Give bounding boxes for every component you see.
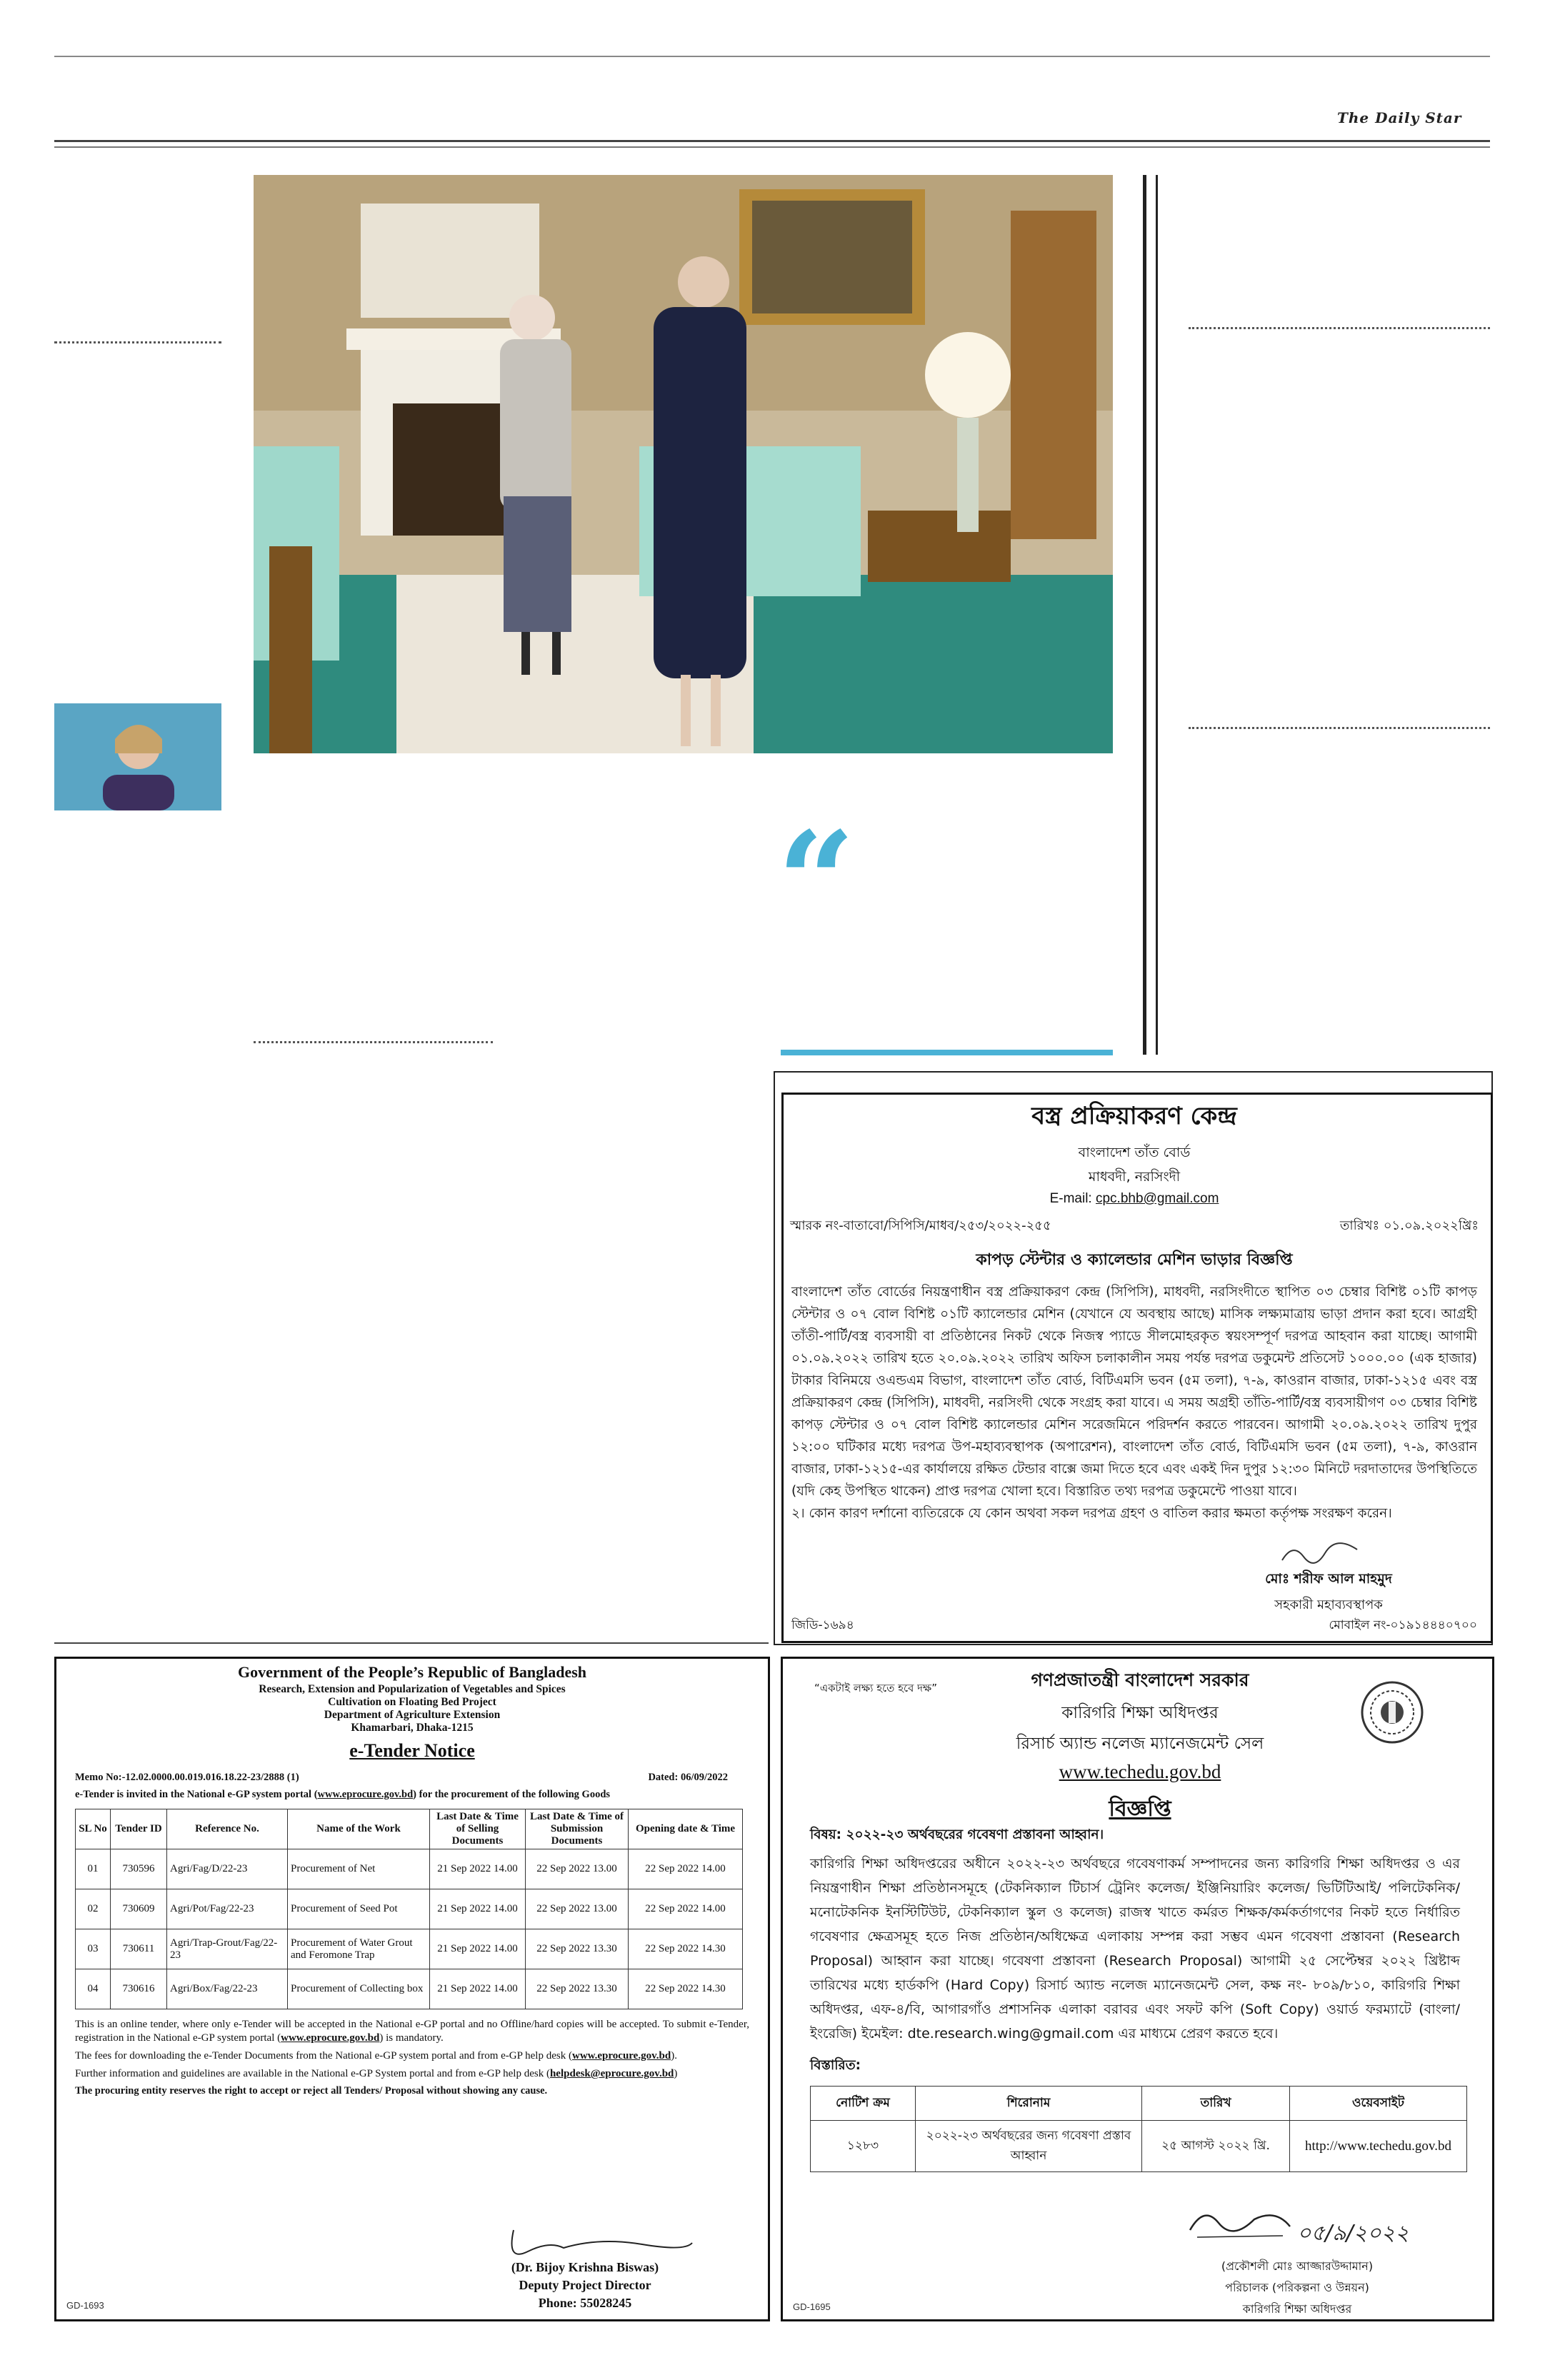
tender-intro-link[interactable]: www.eprocure.gov.bd bbox=[317, 1789, 414, 1800]
tender-gov: Government of the People’s Republic of Bangladesh bbox=[237, 1663, 587, 1681]
table-row: ১২৮৩ ২০২২-২৩ অর্থবছরের জন্য গবেষণা প্রস্তাব আহ্বান ২৫ আগস্ট ২০২২ খ্রি. http://www.techedu.gov.bd bbox=[811, 2121, 1467, 2172]
tender-table-header: SL No Tender ID Reference No. Name of the Work Last Date & Time of Selling Documents Last Date & Time of Submission Documents Opening date & Time bbox=[76, 1809, 743, 1849]
masthead-logo: The Daily Star bbox=[1337, 109, 1462, 126]
tender-dated: Dated: 06/09/2022 bbox=[648, 1772, 728, 1783]
techedu-title: বিজ্ঞপ্তি bbox=[1109, 1797, 1171, 1822]
textile-signer-title: সহকারী মহাব্যবস্থাপক bbox=[1274, 1597, 1383, 1612]
textile-heading: কাপড় স্টেন্টার ও ক্যালেন্ডার মেশিন ভাড়ার বিজ্ঞপ্তি bbox=[976, 1251, 1293, 1269]
techedu-subject: বিষয়: ২০২২-২৩ অর্থবছরের গবেষণা প্রস্তাবনা আহ্বান। bbox=[810, 1827, 1104, 1842]
tender-note-3-link[interactable]: helpdesk@eprocure.gov.bd bbox=[549, 2068, 674, 2079]
textile-mobile: মোবাইল নং-০১৯১৪৪৪০৭০০ bbox=[1329, 1618, 1477, 1632]
techedu-details-label: বিস্তারিত: bbox=[810, 2058, 861, 2073]
textile-signature-icon bbox=[1279, 1539, 1364, 1571]
tender-address: Khamarbari, Dhaka-1215 bbox=[351, 1722, 474, 1734]
tender-dept: Department of Agriculture Extension bbox=[324, 1709, 501, 1721]
techedu-logo-icon bbox=[1360, 1680, 1424, 1748]
tender-phone: Phone: 55028245 bbox=[538, 2296, 632, 2310]
ad-etender bbox=[54, 1657, 770, 2321]
pullquote-rule bbox=[781, 1050, 1113, 1055]
textile-email-label: E-mail: bbox=[1049, 1191, 1092, 1206]
techedu-slogan: “একটাই লক্ষ্য হতে হবে দক্ষ” bbox=[814, 1682, 937, 1694]
techedu-cell: রিসার্চ অ্যান্ড নলেজ ম্যানেজমেন্ট সেল bbox=[1016, 1734, 1264, 1753]
portrait-photo bbox=[54, 703, 221, 810]
tender-note-2: The fees for downloading the e-Tender Documents from the National e-GP system portal and from e-GP help desk (www.eprocure.gov.bd). bbox=[75, 2050, 677, 2062]
techedu-gov: গণপ্রজাতন্ত্রী বাংলাদেশ সরকার bbox=[1031, 1669, 1249, 1690]
techedu-dept: কারিগরি শিক্ষা অধিদপ্তর bbox=[1061, 1704, 1219, 1722]
masthead-rule-1 bbox=[54, 140, 1490, 142]
textile-title: বস্ত্র প্রক্রিয়াকরণ কেন্দ্র bbox=[1031, 1102, 1237, 1130]
table-row: 02 730609 Agri/Pot/Fag/22-23 Procurement of Seed Pot 21 Sep 2022 14.00 22 Sep 2022 13.00 22 Sep 2022 14.00 bbox=[76, 1889, 743, 1929]
tender-note-4: The procuring entity reserves the right to accept or reject all Tenders/ Proposal without showing any cause. bbox=[75, 2085, 548, 2097]
textile-gd: জিডি-১৬৯৪ bbox=[791, 1618, 854, 1632]
textile-date: তারিখঃ ০১.০৯.২০২২খ্রিঃ bbox=[1339, 1218, 1479, 1233]
column-divider-2 bbox=[1156, 175, 1158, 1055]
textile-body-2: ২। কোন কারণ দর্শানো ব্যতিরেকে যে কোন অথবা সকল দরপত্র গ্রহণ ও বাতিল করার ক্ষমতা কর্তৃপক্ষ সংরক্ষণ করেন। bbox=[791, 1506, 1392, 1521]
textile-memo: স্মারক নং-বাতাবো/সিপিসি/মাধব/২৫৩/২০২২-২৫৫ bbox=[790, 1218, 1051, 1233]
techedu-gd: GD-1695 bbox=[793, 2301, 831, 2312]
tender-note-1: This is an online tender, where only e-Tender will be accepted in the National e-GP portal and no Offline/hard copies will be accepted. To submit e-Tender, registration in the National e-GP system portal (www.eprocure.gov.bd) is mandatory. bbox=[75, 2019, 749, 2044]
tender-memo: Memo No:-12.02.0000.00.019.016.18.22-23/2888 (1) bbox=[75, 1772, 299, 1783]
techedu-website[interactable]: www.techedu.gov.bd bbox=[1059, 1761, 1221, 1782]
right-col-separator-1 bbox=[1189, 327, 1490, 329]
tender-note-1-link[interactable]: www.eprocure.gov.bd bbox=[281, 2032, 380, 2044]
ad-textile-content bbox=[786, 1096, 1483, 1635]
techedu-body: কারিগরি শিক্ষা অধিদপ্তরের অধীনে ২০২২-২৩ অর্থবছরে গবেষণাকর্ম সম্পাদনের জন্য কারিগরি শিক্ষা অধিদপ্তর ও এর নিয়ন্ত্রণাধীন শিক্ষা প্রতিষ্ঠানসমূহে (টেকনিক্যাল টিচার্স ট্রেনিং কলেজ/ ইঞ্জিনিয়ারিং কলেজ/ ভিটিটিআই/ পলিটেকনিক/ মনোটেকনিক ইনস্টিটিউট, টেকনিক্যাল স্কুল ও কলেজ) রাজস্ব খাতে কর্মরত শিক্ষক/কর্মকর্তাগণের নিকট হতে নির্ধারিত গবেষণার ক্ষেত্রসমূহ হতে নিজ প্রতিষ্ঠান/অধিক্ষেত্র এলাকায় সম্পন্ন করা সম্ভব এমন গবেষণা প্রস্তাবনা (Research Proposal) আহ্বান করা যাচ্ছে। গবেষণা প্রস্তাবনা (Research Proposal) আগামী ২৫ সেপ্টেম্বর ২০২২ খ্রিষ্টাব্দ তারিখের মধ্যে হার্ডকপি (Hard Copy) রিসার্চ অ্যান্ড নলেজ ম্যানেজমেন্ট সেল, কক্ষ নং- ৮০৯/৮১০, কারিগরি শিক্ষা অধিদপ্তর, এফ-৪/বি, আগারগাঁও প্রশাসনিক এলাকা বরাবর এবং সফট কপি (Soft Copy) ওয়ার্ড ফরম্যাটে (বাংলা/ইংরেজি) ইমেইল: dte.research.wing@gmail.com এর মাধ্যমে প্রেরণ করতে হবে। bbox=[810, 1856, 1460, 2042]
techedu-signer-title: পরিচালক (পরিকল্পনা ও উন্নয়ন) bbox=[1225, 2281, 1369, 2294]
tender-signer: (Dr. Bijoy Krishna Biswas) bbox=[511, 2260, 659, 2274]
techedu-signature-icon bbox=[1183, 2201, 1297, 2248]
textile-email-link[interactable]: cpc.bhb@gmail.com bbox=[1095, 1191, 1219, 1206]
ad-techedu bbox=[781, 1657, 1494, 2321]
textile-body: বাংলাদেশ তাঁত বোর্ডের নিয়ন্ত্রণাধীন বস্ত্র প্রক্রিয়াকরণ কেন্দ্র (সিপিসি), মাধবদী, নরসিংদীতে স্থাপিত ০৩ চেম্বার বিশিষ্ট ০১টি কাপড় স্টেন্টার ও ০৭ বোল বিশিষ্ট ০১টি ক্যালেন্ডার মেশিন (যেখানে যে অবস্থায় আছে) মাসিক লক্ষ্যমাত্রায় ভাড়া প্রদান করা হবে। আগ্রহী তাঁতী-পার্টি/বস্ত্র ব্যবসায়ী বা প্রতিষ্ঠানের নিকট থেকে নিজস্ব প্যাডে সীলমোহরকৃত স্বয়ংসম্পূর্ণ দরপত্র আহবান করা যাচ্ছে। আগামী ০১.০৯.২০২২ তারিখ হতে ২০.০৯.২০২২ তারিখ অফিস চলাকালীন সময় পর্যন্ত দরপত্র ডকুমেন্ট প্রতিসেট ১০০০.০০ (এক হাজার) টাকার বিনিময়ে ওএন্ডএম বিভাগ, বাংলাদেশ তাঁত বোর্ড, বিটিএমসি ভবন (৫ম তলা), ৭-৯, কাওরান বাজার, ঢাকা-১২১৫ এবং বস্ত্র প্রক্রিয়াকরণ কেন্দ্র (সিপিসি), মাধবদী, নরসিংদী থেকে সংগ্রহ করা যাবে। এ সময় অগ্রহী তাঁতি-পার্টি/বস্ত্র ব্যবসায়ীগণ ০৩ চেম্বার বিশিষ্ট কাপড় স্টেন্টার ও ০৭ বোল বিশিষ্ট ক্যালেন্ডার মেশিন সরেজমিনে পরিদর্শন করতে পারবেন। আগামী ২০.০৯.২০২২ তারিখ দুপুর ১২:০০ ঘটিকার মধ্যে দরপত্র উপ-মহাব্যবস্থাপক (অপারেশন), বাংলাদেশ তাঁত বোর্ড, বিটিএমসি ভবন (৫ম তলা), ৭-৯, কাওরান বাজার, ঢাকা-১২১৫-এর কার্যালয়ে রক্ষিত টেন্ডার বাক্সে জমা দিতে হবে এবং একই দিন দুপুর ১২:৩০ মিনিটে দরদাতাদের উপস্থিতিতে (যদি কেহ উপস্থিত থাকেন) প্রাপ্ত দরপত্র খোলা হবে। বিস্তারিত তথ্য দরপত্র ডকুমেন্টে পাওয়া যাবে। bbox=[791, 1285, 1477, 1499]
tender-title: e-Tender Notice bbox=[349, 1740, 475, 1761]
tender-project-1: Research, Extension and Popularization of Vegetables and Spices bbox=[259, 1683, 566, 1695]
tender-note-2-link[interactable]: www.eprocure.gov.bd bbox=[571, 2050, 671, 2062]
techedu-table-link[interactable]: http://www.techedu.gov.bd bbox=[1290, 2121, 1467, 2172]
tender-project-2: Cultivation on Floating Bed Project bbox=[328, 1696, 496, 1708]
textile-org: বাংলাদেশ তাঁত বোর্ড bbox=[1078, 1145, 1191, 1160]
tender-table bbox=[75, 1809, 743, 2009]
textile-signer: মোঃ শরীফ আল মাহমুদ bbox=[1265, 1571, 1392, 1587]
ads-top-rule bbox=[54, 1642, 769, 1644]
quote-mark-icon: “ bbox=[777, 802, 856, 961]
tender-intro: e-Tender is invited in the National e-GP system portal (www.eprocure.gov.bd) for the procurement of the following Goods bbox=[75, 1789, 611, 1800]
techedu-table bbox=[810, 2086, 1467, 2172]
table-row: 01 730596 Agri/Fag/D/22-23 Procurement of Net 21 Sep 2022 14.00 22 Sep 2022 13.00 22 Sep 2022 14.00 bbox=[76, 1849, 743, 1889]
column-divider-1 bbox=[1143, 175, 1146, 1055]
main-photo bbox=[254, 175, 1113, 753]
story-separator bbox=[254, 1041, 493, 1043]
top-rule bbox=[54, 56, 1490, 57]
tender-signer-title: Deputy Project Director bbox=[519, 2278, 651, 2292]
tender-gd: GD-1693 bbox=[66, 2300, 104, 2311]
masthead-rule-2 bbox=[54, 146, 1490, 148]
table-row: 04 730616 Agri/Box/Fag/22-23 Procurement of Collecting box 21 Sep 2022 14.00 22 Sep 2022 13.30 22 Sep 2022 14.30 bbox=[76, 1969, 743, 2009]
techedu-signature-date: ০৫/৯/২০২২ bbox=[1297, 2221, 1409, 2246]
techedu-table-header: নোটিশ ক্রম শিরোনাম তারিখ ওয়েবসাইট bbox=[811, 2087, 1467, 2121]
right-col-separator-2 bbox=[1189, 727, 1490, 729]
techedu-signer: (প্রকৌশলী মোঃ আজ্জারউদ্দামান) bbox=[1221, 2259, 1374, 2273]
tender-note-3: Further information and guidelines are available in the National e-GP System portal and from e-GP help desk (helpdesk@eprocure.gov.bd) bbox=[75, 2068, 678, 2079]
left-col-separator bbox=[54, 341, 221, 343]
textile-location: মাধবদী, নরসিংদী bbox=[1088, 1169, 1181, 1185]
table-row: 03 730611 Agri/Trap-Grout/Fag/22-23 Procurement of Water Grout and Feromone Trap 21 Sep 2022 14.00 22 Sep 2022 13.30 22 Sep 2022 14.30 bbox=[76, 1929, 743, 1969]
techedu-signer-org: কারিগরি শিক্ষা অধিদপ্তর bbox=[1242, 2302, 1352, 2316]
